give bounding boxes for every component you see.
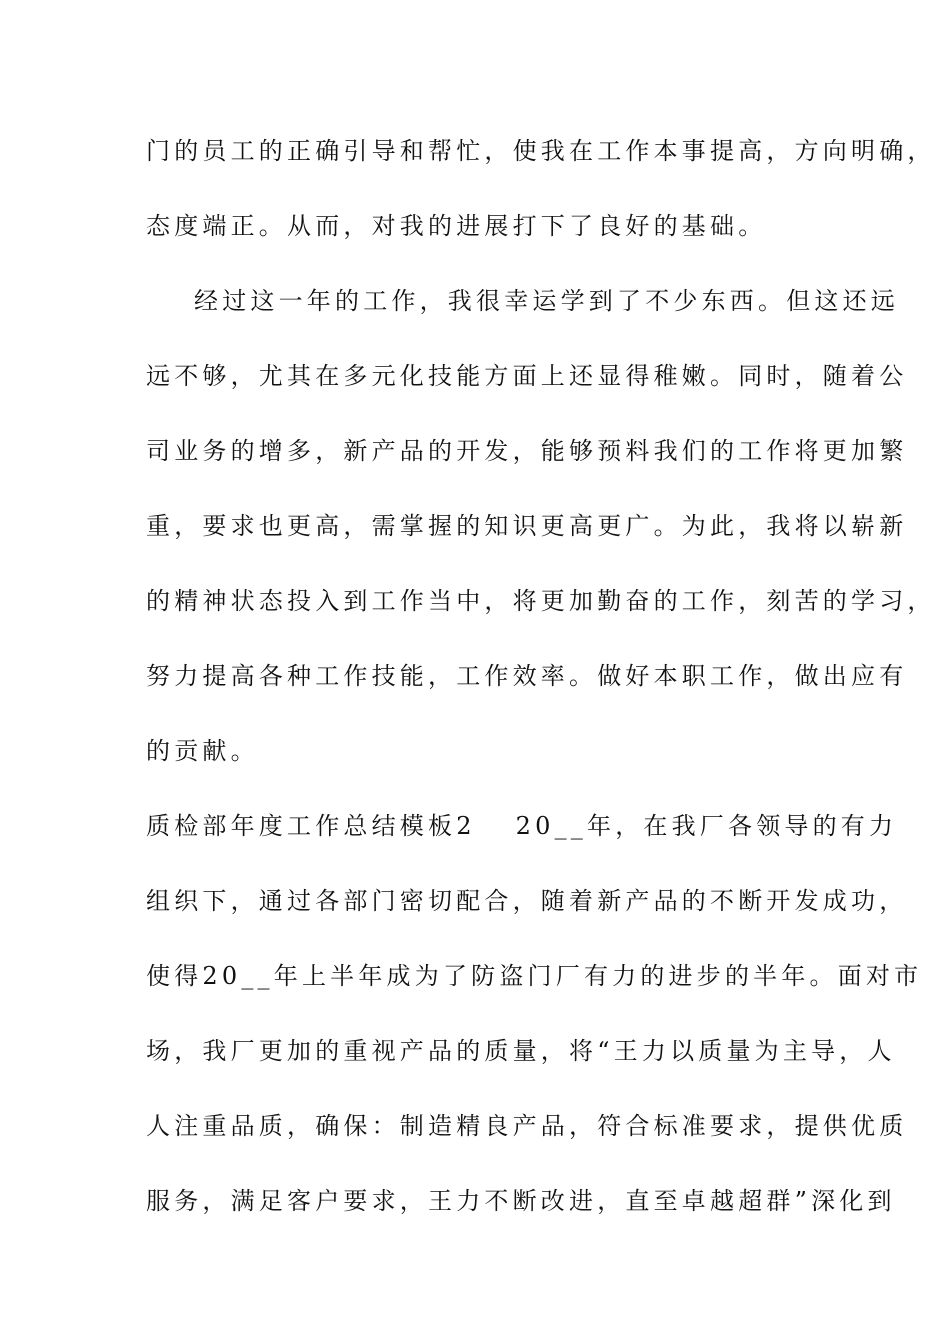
text-line: 努力提高各种工作技能，工作效率。做好本职工作，做出应有	[146, 662, 908, 690]
text-line: 态度端正。从而，对我的进展打下了良好的基础。	[146, 212, 767, 240]
text-line: 的贡献。	[146, 737, 259, 765]
text-line: 组织下，通过各部门密切配合，随着新产品的不断开发成功，	[146, 887, 908, 915]
text-line: 重，要求也更高，需掌握的知识更高更广。为此，我将以崭新	[146, 512, 908, 540]
section-title: 质检部年度工作总结模板2	[146, 812, 476, 840]
section-first-line: 20__年，在我厂各领导的有力	[515, 812, 898, 840]
text-line: 场，我厂更加的重视产品的质量，将“王力以质量为主导，人	[146, 1037, 896, 1065]
paragraph-first-line: 经过这一年的工作，我很幸运学到了不少东西。但这还远	[194, 287, 899, 315]
text-line: 人注重品质，确保：制造精良产品，符合标准要求，提供优质	[146, 1112, 908, 1140]
text-line: 的精神状态投入到工作当中，将更加勤奋的工作，刻苦的学习，	[146, 587, 936, 615]
text-line: 服务，满足客户要求，王力不断改进，直至卓越超群”深化到	[146, 1187, 896, 1215]
text-line: 门的员工的正确引导和帮忙，使我在工作本事提高，方向明确，	[146, 137, 936, 165]
text-line: 使得20__年上半年成为了防盗门厂有力的进步的半年。面对市	[146, 962, 923, 990]
text-line: 司业务的增多，新产品的开发，能够预料我们的工作将更加繁	[146, 437, 908, 465]
text-line: 远不够，尤其在多元化技能方面上还显得稚嫩。同时，随着公	[146, 362, 908, 390]
section-heading-line	[146, 806, 898, 846]
